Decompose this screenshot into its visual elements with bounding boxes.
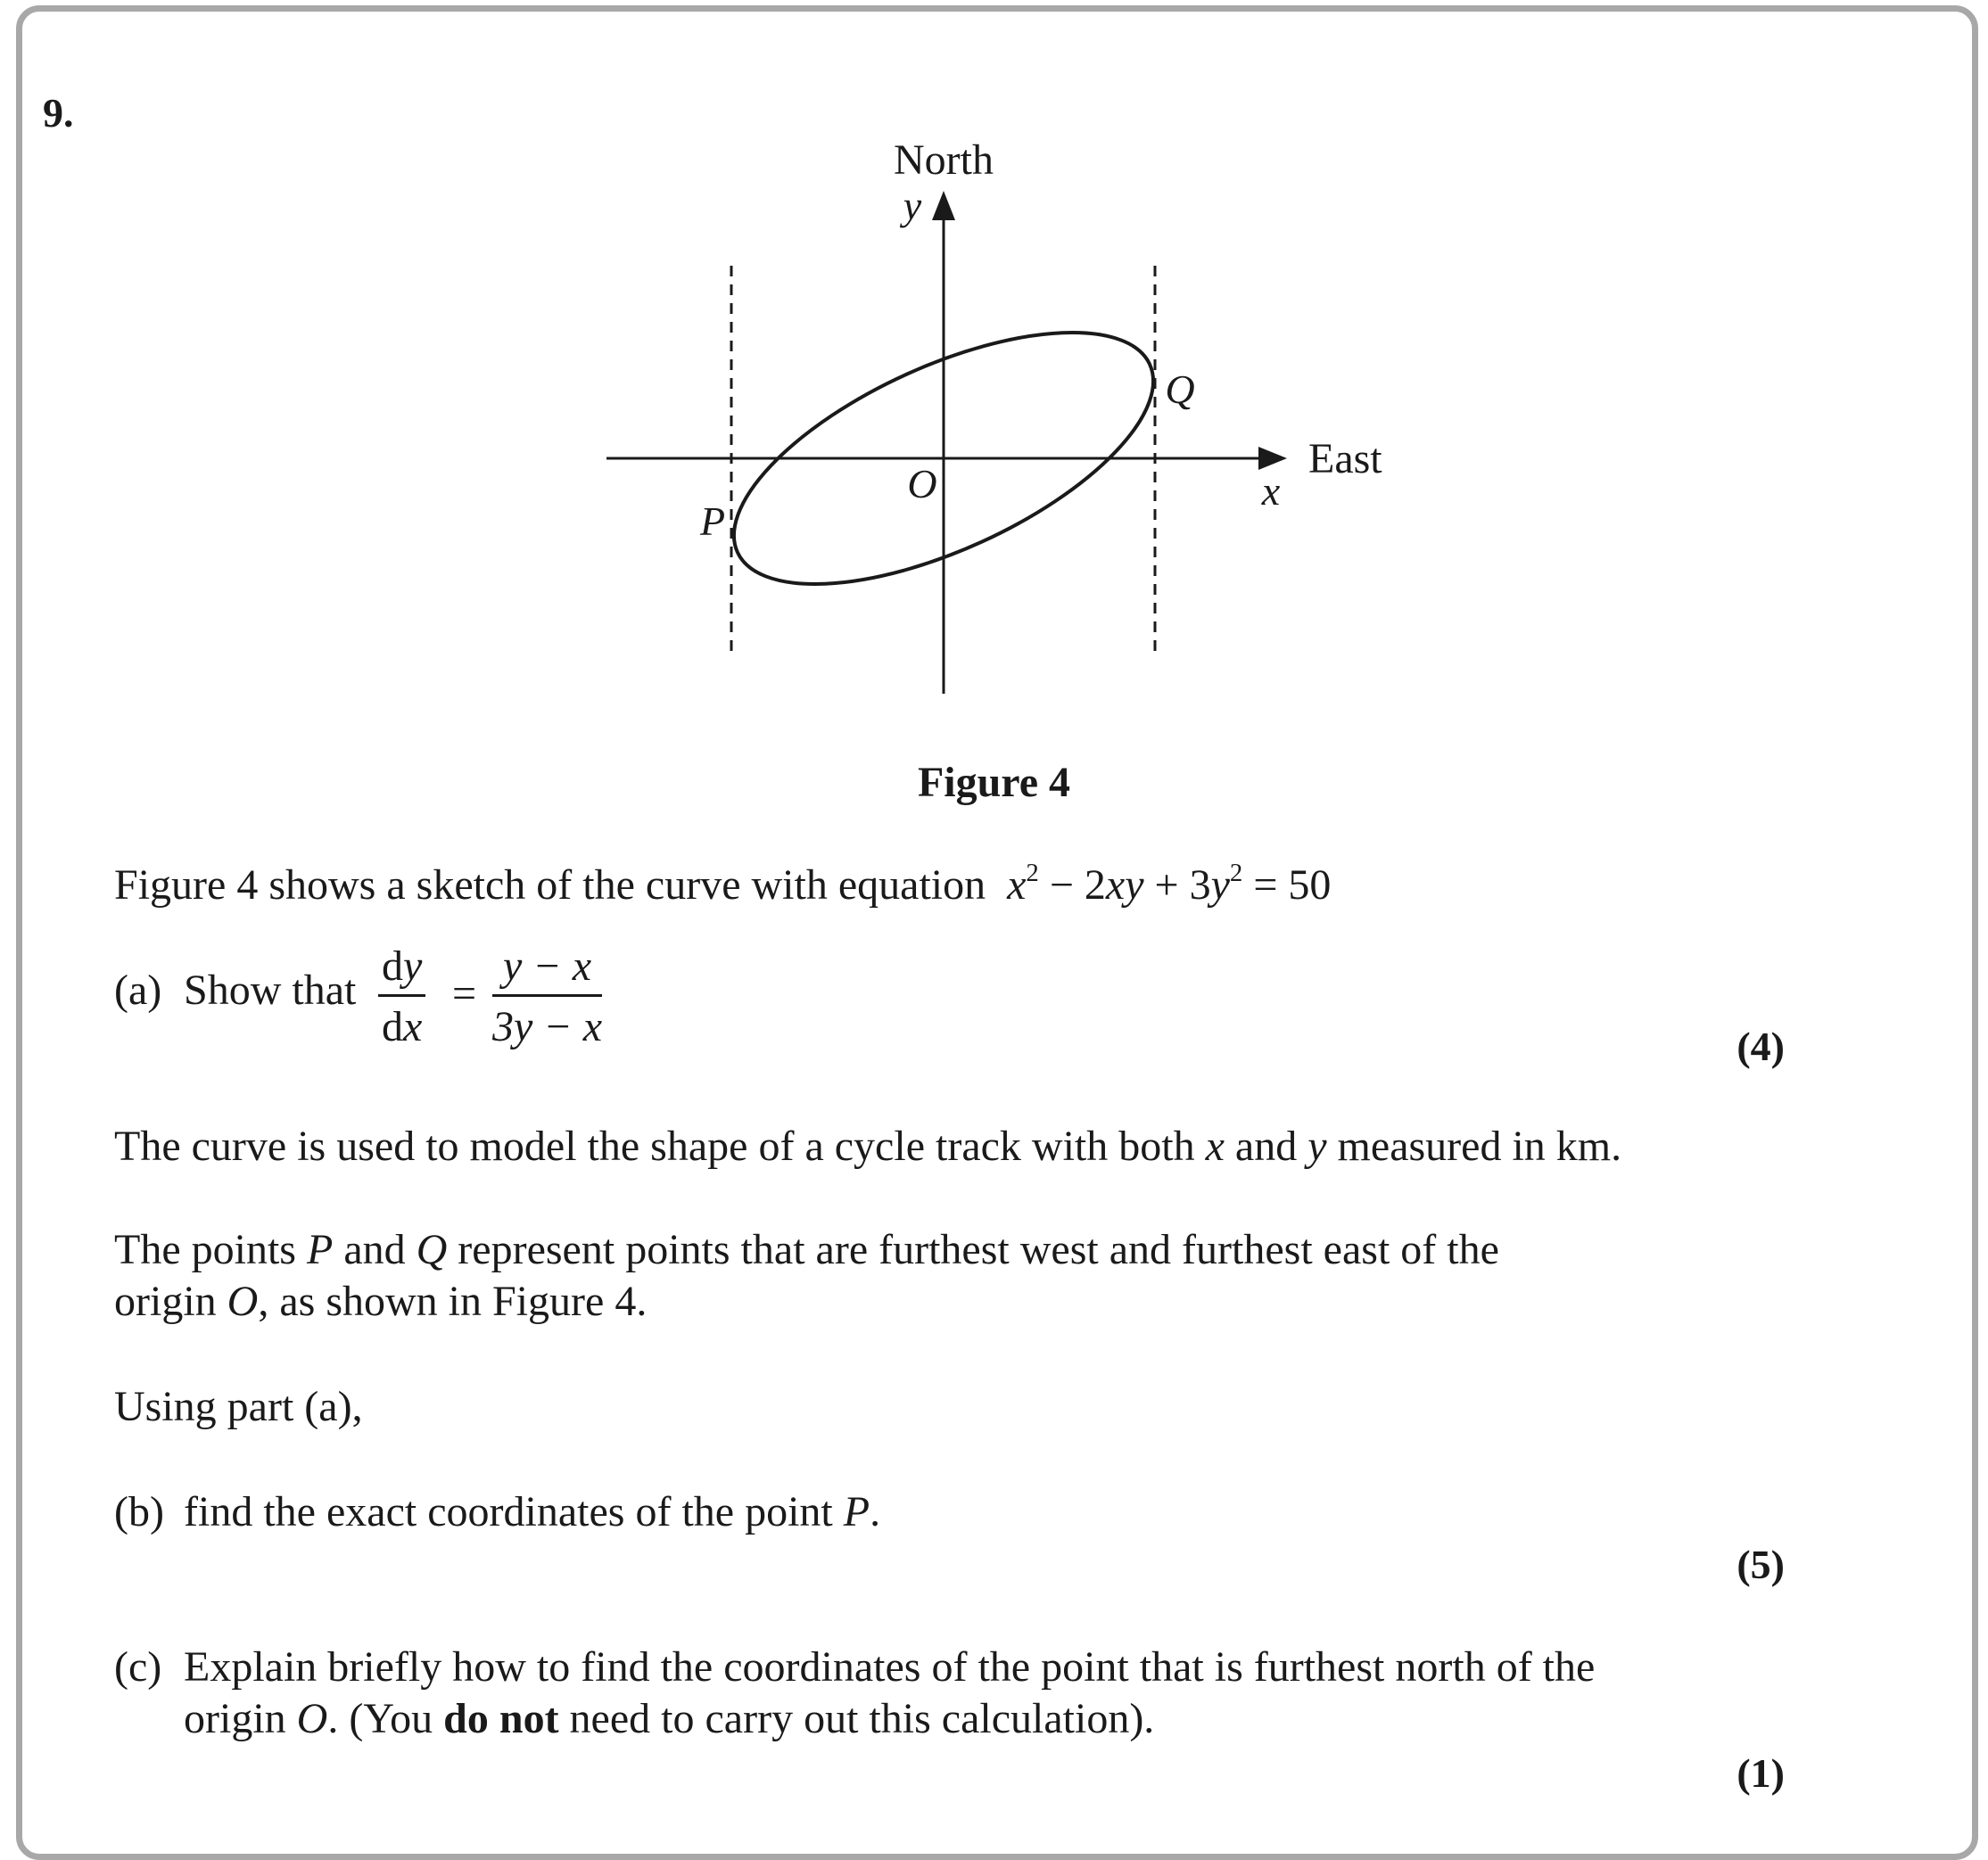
- context-line-2: [114, 1225, 1499, 1274]
- part-b-p: P: [843, 1488, 870, 1535]
- eq-x-power: 2: [1026, 858, 1039, 887]
- equals-sign: =: [452, 970, 477, 1017]
- rhs-denominator: 3y − x: [492, 1003, 602, 1050]
- context-line-3: [114, 1277, 647, 1326]
- context-1-post: measured in km.: [1337, 1123, 1622, 1170]
- part-b-end: .: [870, 1488, 881, 1535]
- context-2-and: and: [343, 1226, 406, 1273]
- part-c-bold: do not: [443, 1695, 559, 1742]
- part-c-end: need to carry out this calculation).: [569, 1695, 1155, 1742]
- eq-end: = 50: [1242, 861, 1332, 909]
- point-q-label: Q: [1165, 366, 1195, 412]
- using-part-a: Using part (a),: [114, 1383, 363, 1430]
- eq-y: y: [1210, 861, 1230, 909]
- east-label: East: [1308, 435, 1382, 482]
- dy-var: y: [403, 942, 423, 990]
- context-3-post: , as shown in Figure 4.: [258, 1278, 648, 1325]
- part-b-text: find the exact coordinates of the point: [184, 1488, 833, 1535]
- eq-plus: + 3: [1143, 861, 1211, 909]
- context-1-and: and: [1234, 1123, 1298, 1170]
- y-axis-label: y: [903, 183, 922, 228]
- part-c-text: Explain briefly how to find the coordinates of the point that is furthest north of the: [184, 1643, 1596, 1691]
- dx-var: x: [403, 1003, 423, 1050]
- rhs-fraction: [492, 942, 602, 1051]
- x-axis-arrowhead: [1258, 447, 1287, 470]
- north-label: North: [894, 136, 994, 184]
- figure-caption: Figure 4: [917, 759, 1071, 806]
- context-2-post: represent points that are furthest west and furthest east of the: [458, 1226, 1499, 1273]
- part-a-marks: (4): [1736, 1024, 1785, 1069]
- context-2-q: Q: [416, 1226, 448, 1273]
- origin-label: O: [907, 461, 937, 506]
- part-c-marks: (1): [1736, 1750, 1785, 1796]
- context-2-pre: The points: [114, 1226, 296, 1273]
- context-1-x: x: [1205, 1123, 1225, 1170]
- figure-4-diagram: [0, 0, 1988, 802]
- eq-middle: − 2: [1038, 861, 1106, 909]
- context-3-pre: origin: [114, 1278, 217, 1325]
- y-axis-arrowhead: [932, 191, 955, 220]
- context-line-1: [114, 1122, 1621, 1171]
- part-b-label: (b): [114, 1488, 164, 1535]
- part-c-origin: origin: [184, 1695, 286, 1742]
- context-1-y: y: [1307, 1123, 1327, 1170]
- intro-line: [114, 860, 1331, 909]
- dy-d: d: [382, 942, 403, 990]
- part-c-mid: . (You: [327, 1695, 433, 1742]
- dx-d: d: [382, 1003, 403, 1050]
- part-c-line-2: [184, 1694, 1154, 1743]
- eq-xy: xy: [1105, 861, 1144, 909]
- context-2-p: P: [306, 1226, 334, 1273]
- eq-x: x: [1007, 861, 1027, 909]
- question-number: 9.: [43, 90, 74, 136]
- eq-y-power: 2: [1229, 858, 1243, 887]
- context-3-o: O: [227, 1278, 259, 1325]
- point-p-label: P: [699, 498, 726, 544]
- derivative-dy-dx: [378, 942, 425, 1051]
- context-1-pre: The curve is used to model the shape of a cycle track with both: [114, 1123, 1195, 1170]
- part-c-o: O: [296, 1695, 328, 1742]
- part-b-marks: (5): [1736, 1542, 1785, 1587]
- part-b-line: [184, 1487, 880, 1536]
- part-c-label: (c): [114, 1643, 162, 1691]
- rhs-numerator: y − x: [492, 942, 602, 997]
- intro-text: Figure 4 shows a sketch of the curve with equation: [114, 861, 986, 909]
- part-a-label: (a): [114, 967, 162, 1014]
- part-a-text: Show that: [184, 967, 357, 1014]
- x-axis-label: x: [1261, 468, 1281, 514]
